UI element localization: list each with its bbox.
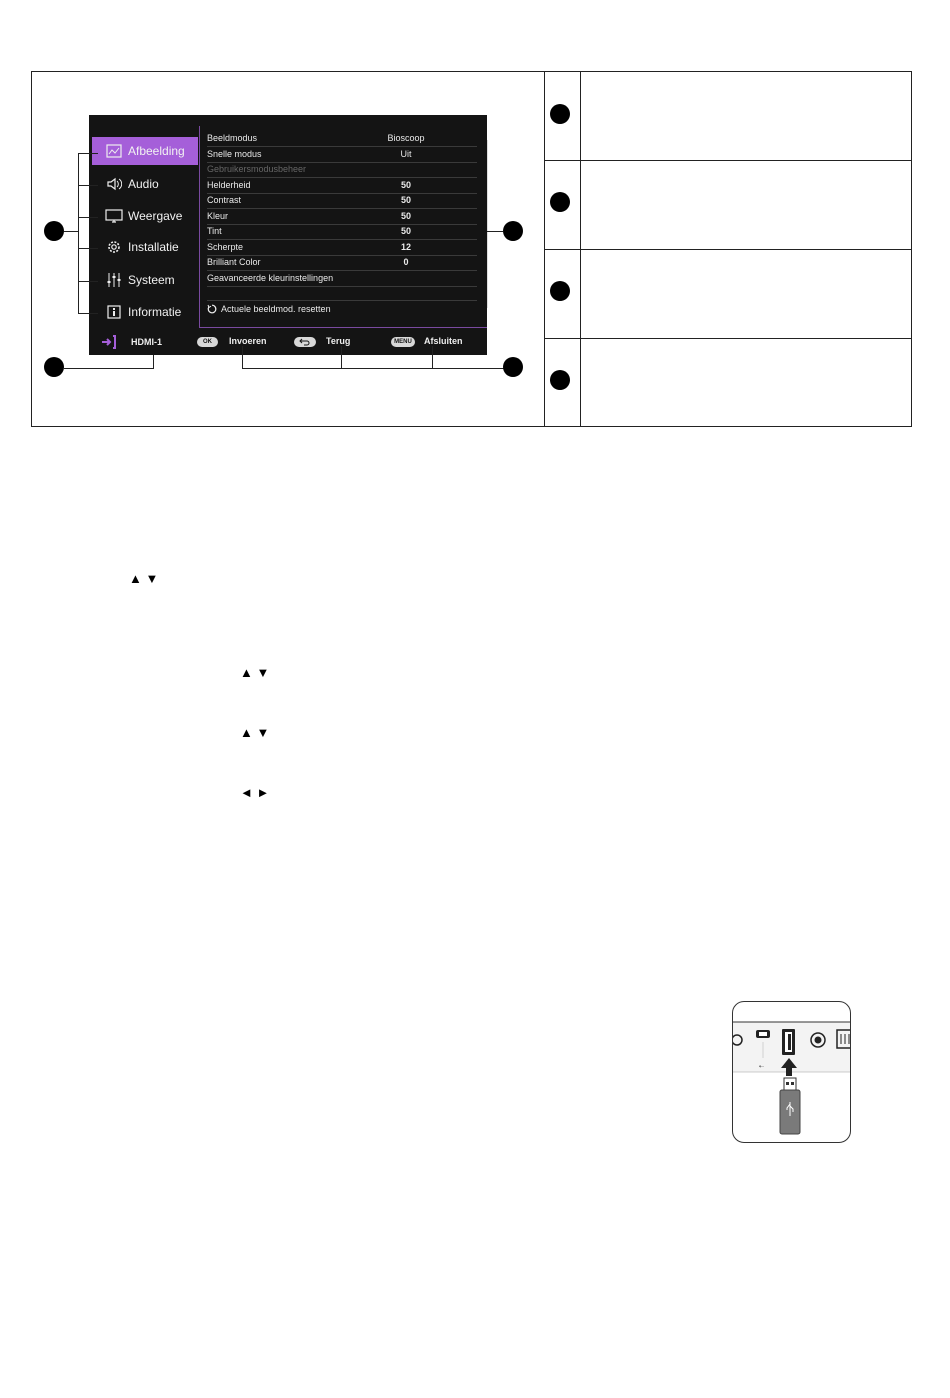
picture-icon [104,141,124,161]
menu-row-geavanceerde-kleurinstellingen[interactable] [207,271,477,287]
menu-row-value: 0 [403,257,409,267]
menu-row-value: Uit [400,149,412,159]
up-down-arrows-icon: ▲ ▼ [129,571,159,586]
info-icon [104,302,124,322]
menu-row-label: Geavanceerde kleurinstellingen [207,273,334,283]
menu-row-beeldmodus[interactable] [207,131,477,147]
menu-row-label: Beeldmodus [207,133,258,143]
svg-text:⇠: ⇠ [759,1063,765,1070]
menu-row-value: 50 [400,195,411,205]
menu-row-value: 50 [400,226,411,236]
sidebar-item-afbeelding[interactable] [92,137,198,165]
sidebar-item-label: Installatie [128,240,179,254]
sidebar-item-label: Audio [128,177,159,191]
left-right-arrows-icon: ◄ ► [240,785,270,800]
sidebar-item-label: Informatie [128,305,182,319]
usb-port-diagram [733,1002,851,1143]
menu-row-value: Bioscoop [387,133,425,143]
menu-row-helderheid[interactable] [207,178,477,194]
input-source-icon [101,335,115,349]
sidebar-item-informatie[interactable] [92,298,198,326]
back-key-icon [294,337,316,347]
sidebar-item-weergave[interactable] [92,202,198,230]
sidebar-item-systeem[interactable] [92,266,198,294]
menu-row-scherpte[interactable] [207,240,477,256]
menu-row-tint[interactable] [207,224,477,240]
row-divider [544,338,911,339]
menu-row-snelle-modus[interactable] [207,147,477,163]
menu-row-value: 12 [400,242,411,252]
callout-dot-menu [503,221,523,241]
menu-row-contrast[interactable] [207,193,477,209]
reset-row[interactable] [207,300,477,317]
menu-row-label: Brilliant Color [207,257,261,267]
speaker-icon [104,174,124,194]
menu-key-icon: MENU [391,337,415,347]
menu-row-label: Contrast [207,195,242,205]
reset-label: Actuele beeldmod. resetten [221,304,331,314]
osd-menu-screen [89,115,487,355]
menu-row-value: 50 [400,180,411,190]
menu-row-label: Kleur [207,211,229,221]
gear-icon [104,237,124,257]
menu-row-label: Helderheid [207,180,251,190]
callout-marker-4 [550,370,570,390]
osd-menu-panel [199,126,487,328]
menu-row-label: Scherpte [207,242,244,252]
sidebar-item-installatie[interactable] [92,233,198,261]
osd-bottom-bar [89,330,487,355]
monitor-icon [104,206,124,226]
sidebar-item-label: Systeem [128,273,175,287]
callout-marker-3 [550,281,570,301]
sidebar-item-audio[interactable] [92,170,198,198]
reset-icon [207,304,217,314]
row-divider [544,160,911,161]
menu-row-brilliant-color[interactable] [207,255,477,271]
ok-hint-label: Invoeren [229,336,267,346]
menu-hint-label: Afsluiten [424,336,463,346]
callout-dot-hints [503,357,523,377]
callout-marker-1 [550,104,570,124]
back-hint-label: Terug [326,336,351,346]
callout-marker-2 [550,192,570,212]
row-divider [544,249,911,250]
callout-dot-source [44,357,64,377]
menu-row-label: Snelle modus [207,149,262,159]
ok-key-icon: OK [197,337,218,347]
up-down-arrows-icon: ▲ ▼ [240,725,270,740]
sidebar-item-label: Afbeelding [128,144,185,158]
sliders-icon [104,270,124,290]
menu-row-kleur[interactable] [207,209,477,225]
menu-row-gebruikersmodusbeheer[interactable] [207,162,477,178]
callout-dot-sidebar [44,221,64,241]
input-source-label: HDMI-1 [131,337,162,347]
sidebar-item-label: Weergave [128,209,183,223]
menu-row-label: Tint [207,226,222,236]
menu-row-label: Gebruikersmodusbeheer [207,164,307,174]
usb-insert-illustration [732,1001,851,1143]
menu-row-value: 50 [400,211,411,221]
up-down-arrows-icon: ▲ ▼ [240,665,270,680]
